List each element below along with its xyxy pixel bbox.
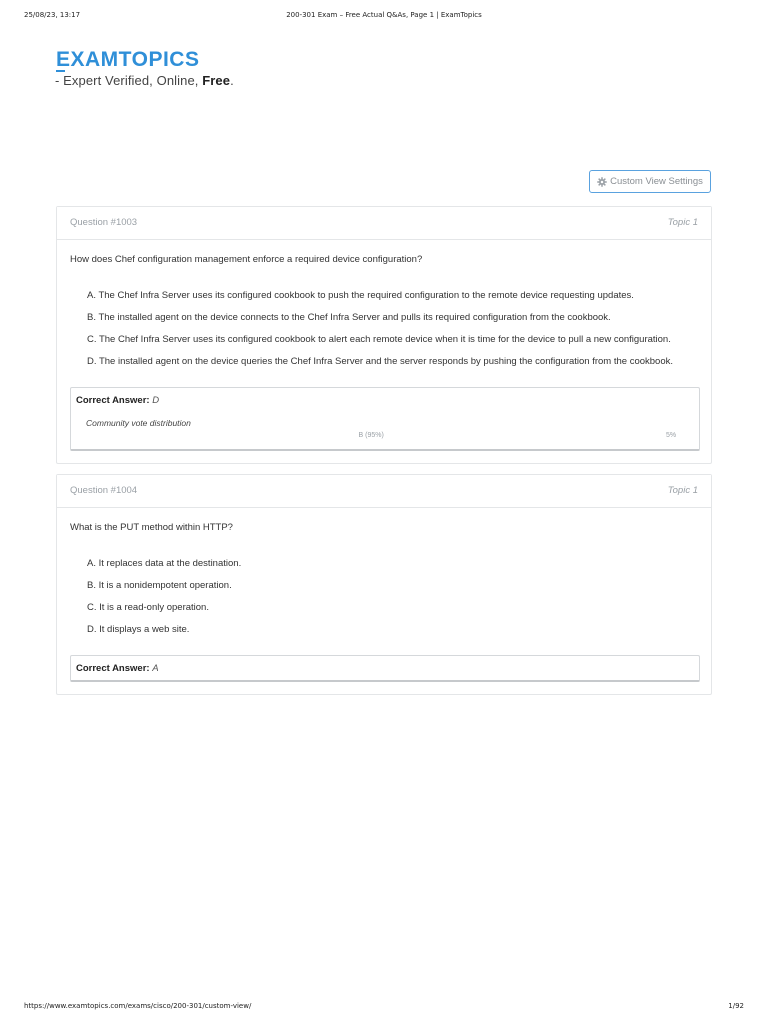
correct-answer-value: A xyxy=(152,663,159,674)
correct-answer xyxy=(76,663,159,674)
question-card-1003 xyxy=(56,206,712,464)
logo-wordmark: EXAMTOPICS xyxy=(56,48,200,71)
tagline xyxy=(55,73,234,88)
correct-answer-box xyxy=(70,655,700,682)
vote-segment-other: 5% xyxy=(666,432,677,439)
question-number[interactable]: Question #1004 xyxy=(70,485,138,496)
choice-c[interactable]: C. The Chef Infra Server uses its configured cookbook to alert each remote device when it is time for the device to pull a new configuration. xyxy=(87,334,671,345)
question-text: What is the PUT method within HTTP? xyxy=(70,522,233,533)
correct-answer-label: Correct Answer: xyxy=(76,663,150,674)
correct-answer-value: D xyxy=(152,395,160,406)
question-card-1004 xyxy=(56,474,712,695)
question-topic: Topic 1 xyxy=(667,217,698,228)
correct-answer-box xyxy=(70,387,700,451)
question-text: How does Chef configuration management enforce a required device configuration? xyxy=(70,254,423,265)
gear-icon xyxy=(597,177,607,187)
custom-view-settings-button[interactable] xyxy=(589,170,711,193)
correct-answer-label: Correct Answer: xyxy=(76,395,150,406)
question-card-header xyxy=(57,475,711,508)
choice-a[interactable]: A. The Chef Infra Server uses its configured cookbook to push the required configuration to the remote device requesting updates. xyxy=(87,290,634,301)
examtopics-logo-graphic xyxy=(56,46,216,74)
choice-a[interactable]: A. It replaces data at the destination. xyxy=(87,558,242,569)
print-page-title: 200-301 Exam – Free Actual Q&As, Page 1 | ExamTopics xyxy=(286,11,482,19)
choice-d[interactable]: D. It displays a web site. xyxy=(87,624,190,635)
tagline-free: Free xyxy=(202,73,231,88)
tagline-suffix: . xyxy=(230,73,234,88)
vote-segment-b: B (95%) xyxy=(358,432,384,439)
choice-b[interactable]: B. The installed agent on the device connects to the Chef Infra Server and pulls its required configuration from the cookbook. xyxy=(87,312,611,323)
print-datetime: 25/08/23, 13:17 xyxy=(24,11,81,19)
vote-distribution-bar xyxy=(86,431,686,441)
choice-d[interactable]: D. The installed agent on the device queries the Chef Infra Server and the server responds by pushing the configuration from the cookbook. xyxy=(87,356,674,367)
examtopics-logo[interactable] xyxy=(56,46,216,74)
question-topic: Topic 1 xyxy=(667,485,698,496)
choice-b[interactable]: B. It is a nonidempotent operation. xyxy=(87,580,232,591)
tagline-prefix: - Expert Verified, Online, xyxy=(55,73,203,88)
question-card-header xyxy=(57,207,711,240)
custom-view-settings-label: Custom View Settings xyxy=(610,176,703,187)
print-page-number: 1/92 xyxy=(728,1002,744,1010)
correct-answer xyxy=(76,395,159,406)
vote-distribution-title: Community vote distribution xyxy=(86,418,191,428)
print-url[interactable]: https://www.examtopics.com/exams/cisco/200-301/custom-view/ xyxy=(24,1002,252,1010)
print-footer xyxy=(24,1002,744,1014)
question-number[interactable]: Question #1003 xyxy=(70,217,138,228)
choices-list xyxy=(87,558,241,646)
choices-list xyxy=(87,290,673,378)
choice-c[interactable]: C. It is a read-only operation. xyxy=(87,602,209,613)
print-header xyxy=(24,11,744,23)
